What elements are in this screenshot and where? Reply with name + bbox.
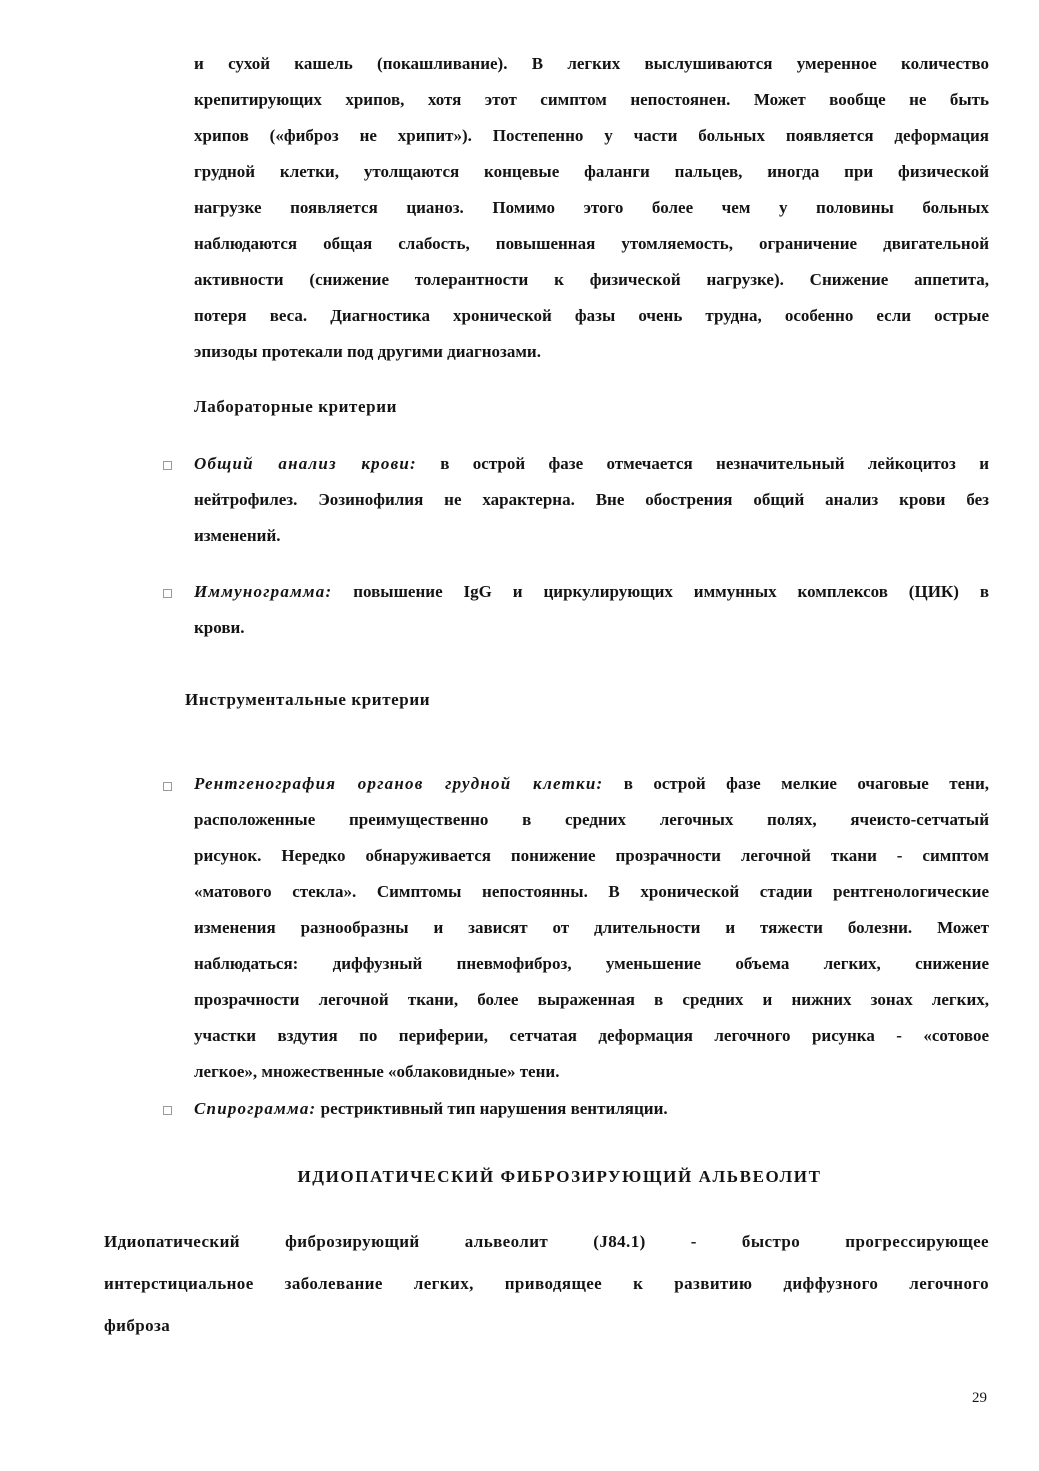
- lab-item-line: нейтрофилез. Эозинофилия не характерна. Вне обострения общий анализ крови без: [194, 490, 989, 509]
- instr-item-text: в острой фазе мелкие очаговые тени,: [623, 774, 989, 793]
- page-number: 29: [972, 1390, 987, 1406]
- definition-line: интерстициальное заболевание легких, приводящее к развитию диффузного легочного: [104, 1274, 989, 1293]
- section-title: ИДИОПАТИЧЕСКИЙ ФИБРОЗИРУЮЩИЙ АЛЬВЕОЛИТ: [297, 1167, 822, 1186]
- intro-line: крепитирующих хрипов, хотя этот симптом непостоянен. Может вообще не быть: [194, 90, 989, 109]
- intro-line: эпизоды протекали под другими диагнозами.: [194, 342, 541, 361]
- instr-item-line: легкое», множественные «облаковидные» тени.: [194, 1062, 560, 1081]
- instr-item-text: рестриктивный тип нарушения вентиляции.: [320, 1099, 668, 1118]
- lab-item-first-line: [194, 446, 989, 482]
- definition-paragraph: [104, 1221, 989, 1347]
- instrumental-criteria-heading: Инструментальные критерии: [185, 690, 431, 709]
- bullet-icon: [163, 782, 172, 791]
- instr-item-term: Рентгенография органов грудной клетки:: [194, 774, 604, 793]
- lab-item-blood: [194, 446, 989, 554]
- instr-item-line: «матового стекла». Симптомы непостоянны. В хронической стадии рентгенологические: [194, 882, 989, 901]
- lab-item-line: крови.: [194, 618, 245, 637]
- definition-line: Идиопатический фиброзирующий альвеолит (J84.1) - быстро прогрессирующее: [104, 1232, 989, 1251]
- bullet-icon: [163, 461, 172, 470]
- instr-item-line: прозрачности легочной ткани, более выраженная в средних и нижних зонах легких,: [194, 990, 989, 1009]
- bullet-icon: [163, 1106, 172, 1115]
- lab-item-term: Иммунограмма:: [194, 582, 333, 601]
- instr-item-line: рисунок. Нередко обнаруживается понижение прозрачности легочной ткани - симптом: [194, 846, 989, 865]
- instr-item-first-line: [194, 766, 989, 802]
- instr-item-xray: [194, 766, 989, 1090]
- intro-line: наблюдаются общая слабость, повышенная утомляемость, ограничение двигательной: [194, 234, 989, 253]
- lab-item-immunogram: [194, 574, 989, 646]
- lab-criteria-heading: Лабораторные критерии: [194, 397, 397, 416]
- intro-line: хрипов («фиброз не хрипит»). Постепенно у части больных появляется деформация: [194, 126, 989, 145]
- lab-item-text: повышение IgG и циркулирующих иммунных комплексов (ЦИК) в: [353, 582, 989, 601]
- lab-item-term: Общий анализ крови:: [194, 454, 417, 473]
- definition-line: фиброза: [104, 1316, 171, 1335]
- instr-item-line: изменения разнообразны и зависят от длительности и тяжести болезни. Может: [194, 918, 989, 937]
- instr-item-spirogram: [194, 1091, 989, 1127]
- instr-item-line: расположенные преимущественно в средних легочных полях, ячеисто-сетчатый: [194, 810, 989, 829]
- intro-line: нагрузке появляется цианоз. Помимо этого более чем у половины больных: [194, 198, 989, 217]
- intro-line: потеря веса. Диагностика хронической фазы очень трудна, особенно если острые: [194, 306, 989, 325]
- intro-line: и сухой кашель (покашливание). В легких выслушиваются умеренное количество: [194, 54, 989, 73]
- lab-item-text: в острой фазе отмечается незначительный лейкоцитоз и: [440, 454, 989, 473]
- instr-item-line: наблюдаться: диффузный пневмофиброз, уменьшение объема легких, снижение: [194, 954, 989, 973]
- lab-item-line: изменений.: [194, 526, 281, 545]
- intro-paragraph: [194, 46, 989, 370]
- lab-item-first-line: [194, 574, 989, 610]
- intro-line: грудной клетки, утолщаются концевые фаланги пальцев, иногда при физической: [194, 162, 989, 181]
- bullet-icon: [163, 589, 172, 598]
- instr-item-first-line: [194, 1091, 989, 1127]
- intro-line: активности (снижение толерантности к физической нагрузке). Снижение аппетита,: [194, 270, 989, 289]
- instr-item-term: Спирограмма:: [194, 1099, 317, 1118]
- instr-item-line: участки вздутия по периферии, сетчатая деформация легочного рисунка - «сотовое: [194, 1026, 989, 1045]
